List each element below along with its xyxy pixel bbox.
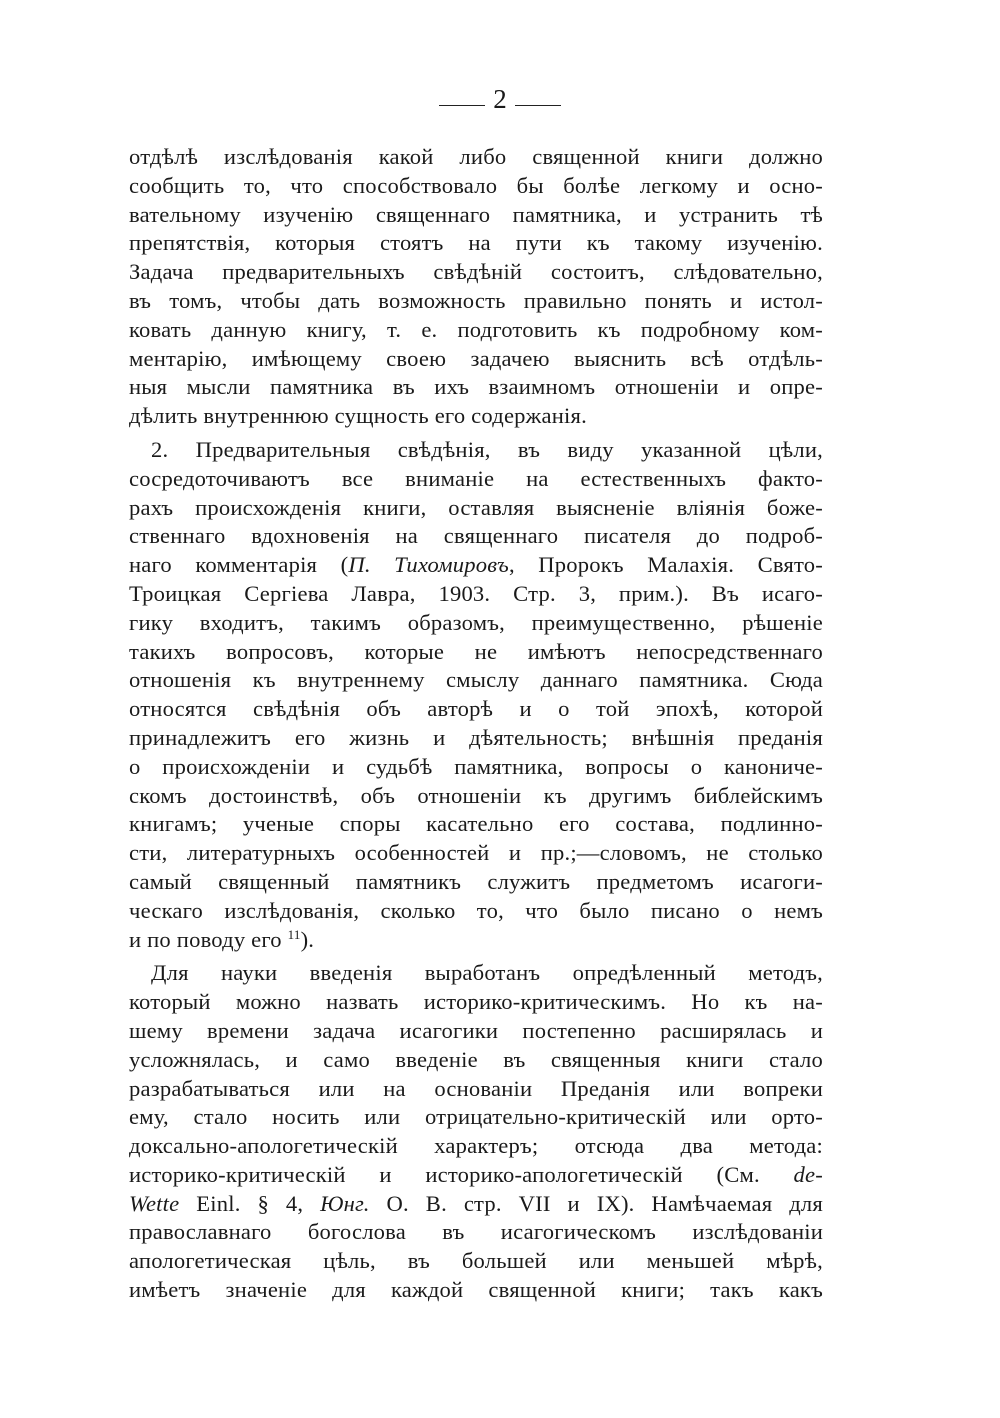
text-line: усложнялась, и само введеніе въ священныя книги стало <box>129 1046 823 1072</box>
text-line: относятся свѣдѣнія объ авторѣ и о той эпохѣ, которой <box>129 696 823 722</box>
line-segment: наго комментарія ( <box>129 552 349 578</box>
text-line: такихъ вопросовъ, которые не имѣютъ непосредственнаго <box>129 638 823 664</box>
text-line: ему, стало носить или отрицательно-критическій или орто- <box>129 1104 823 1130</box>
line-segment: историко-критическій и историко-апологетическій (См. <box>129 1161 794 1187</box>
text-line: сти, литературныхъ особенностей и пр.;—словомъ, не столько <box>129 840 823 866</box>
body-text <box>129 143 823 1305</box>
text-line: дѣлить внутреннюю сущность его содержанія. <box>129 403 587 429</box>
paragraph-1 <box>129 143 823 431</box>
text-line: книгамъ; ученые споры касательно его состава, подлинно- <box>129 811 823 837</box>
paragraph-3 <box>129 959 823 1305</box>
text-line: имѣетъ значеніе для каждой священной книги; такъ какъ <box>129 1277 823 1303</box>
text-line: принадлежитъ его жизнь и дѣятельность; внѣшнія преданія <box>129 724 823 750</box>
paragraph-2 <box>129 436 823 954</box>
text-line: препятствія, которыя стоятъ на пути къ такому изученію. <box>129 230 823 256</box>
text-line: вательному изученію священнаго памятника, и устранить тѣ <box>129 201 823 227</box>
reference-author: de- <box>793 1161 823 1187</box>
text-line-with-citation <box>129 551 823 580</box>
text-line: Троицкая Сергіева Лавра, 1903. Стр. 3, прим.). Въ исаго- <box>129 580 823 606</box>
text-line-with-reference <box>129 1190 823 1219</box>
text-line: разрабатываться или на основаніи Преданія или вопреки <box>129 1075 823 1101</box>
page-number: 2 <box>493 84 507 114</box>
text-line: ковать данную книгу, т. е. подготовить къ подробному ком- <box>129 316 823 342</box>
text-line: ныя мысли памятника въ ихъ взаимномъ отношеніи и опре- <box>129 374 823 400</box>
text-line: рахъ происхожденія книги, оставляя выясненіе вліянія боже- <box>129 494 823 520</box>
text-line: Для науки введенія выработанъ опредѣленный методъ, <box>151 960 823 986</box>
page-header <box>0 84 1000 114</box>
header-rule-right <box>515 105 561 106</box>
text-line: ческаго изслѣдованія, сколько то, что было писано о немъ <box>129 897 823 923</box>
line-segment: , Пророкъ Малахія. Свято- <box>508 552 823 578</box>
line-segment: ). <box>300 926 315 952</box>
text-line: сосредоточиваютъ все вниманіе на естественныхъ факто- <box>129 465 823 491</box>
text-line: доксально-апологетическій характеръ; отсюда два метода: <box>129 1133 823 1159</box>
reference-author: Юнг. <box>320 1190 370 1216</box>
text-line: гику входитъ, такимъ образомъ, преимущественно, рѣшеніе <box>129 609 823 635</box>
text-line: о происхожденіи и судьбѣ памятника, вопросы о канониче- <box>129 753 823 779</box>
text-line: въ томъ, чтобы дать возможность правильно понять и истол- <box>129 287 823 313</box>
text-line: скомъ достоинствѣ, объ отношеніи къ другимъ библейскимъ <box>129 782 823 808</box>
line-segment: Einl. § 4, <box>179 1190 321 1216</box>
text-line: Задача предварительныхъ свѣдѣній состоитъ, слѣдовательно, <box>129 259 823 285</box>
header-rule-left <box>439 105 485 106</box>
line-segment: О. В. стр. VII и IX). Намѣчаемая для <box>369 1190 823 1216</box>
citation-author: П. Тихомировъ <box>348 552 509 578</box>
text-line: отношенія къ внутреннему смыслу даннаго памятника. Сюда <box>129 667 823 693</box>
reference-author: Wette <box>129 1190 180 1216</box>
text-line: шему времени задача исагогики постепенно расширялась и <box>129 1017 823 1043</box>
text-line-with-footnote <box>129 926 823 955</box>
line-segment: и по поводу его <box>129 926 288 952</box>
text-line: ментарію, имѣющему своею задачею выяснить всѣ отдѣль- <box>129 345 823 371</box>
text-line: православнаго богослова въ исагогическомъ изслѣдованіи <box>129 1219 823 1245</box>
text-line: самый священный памятникъ служитъ предметомъ исагоги- <box>129 868 823 894</box>
text-line: ственнаго вдохновенія на священнаго писателя до подроб- <box>129 523 823 549</box>
text-line: 2. Предварительныя свѣдѣнія, въ виду указанной цѣли, <box>151 436 823 462</box>
text-line: апологетическая цѣль, въ большей или меньшей мѣрѣ, <box>129 1248 823 1274</box>
footnote-marker: 11 <box>287 926 301 942</box>
text-line-with-reference <box>129 1161 823 1190</box>
text-line: сообщить то, что способствовало бы болѣе легкому и осно- <box>129 172 823 198</box>
text-line: который можно назвать историко-критическимъ. Но къ на- <box>129 989 823 1015</box>
text-line: отдѣлѣ изслѣдованія какой либо священной книги должно <box>129 144 823 169</box>
